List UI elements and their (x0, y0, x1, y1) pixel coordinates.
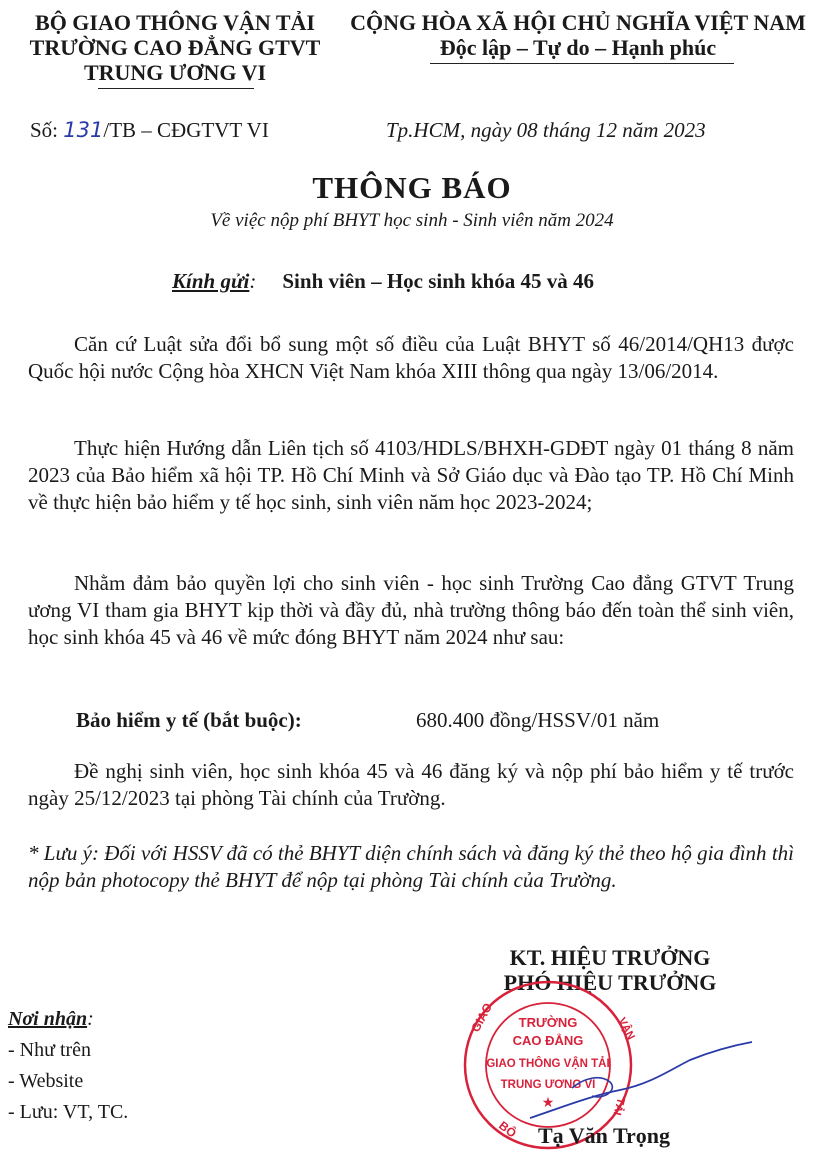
paragraph-purpose: Nhằm đảm bảo quyền lợi cho sinh viên - học sinh Trường Cao đẳng GTVT Trung ương VI tham gia BHYT kịp thời và đầy đủ, nhà trường thông báo đến toàn thể sinh viên, học sinh khóa 45 và 46 về mức đóng BHYT năm 2024 như sau: (28, 571, 794, 649)
document-subtitle: Về việc nộp phí BHYT học sinh - Sinh viên năm 2024 (210, 210, 614, 231)
recipient-line: Kính gửi: Sinh viên – Học sinh khóa 45 và 46 (172, 269, 594, 293)
stamp-outer-bottom: BỘ (496, 1118, 519, 1141)
signer-name: Tạ Văn Trọng (538, 1123, 671, 1148)
recipients-block (8, 1004, 128, 1128)
recipient-item: - Lưu: VT, TC. (8, 1101, 129, 1123)
stamp-line4: TRUNG ƯƠNG VI (500, 1079, 596, 1091)
paragraph-legal-basis: Căn cứ Luật sửa đổi bổ sung một số điều của Luật BHYT số 46/2014/QH13 được Quốc hội nước Cộng hòa XHCN Việt Nam khóa XIII thông qua ngày 13/06/2014. (28, 332, 794, 383)
recipient-value: Sinh viên – Học sinh khóa 45 và 46 (282, 269, 594, 293)
recipient-item: - Website (8, 1070, 84, 1092)
motto: Độc lập – Tự do – Hạnh phúc (439, 35, 717, 60)
national-motto (336, 10, 820, 60)
agency-header (20, 10, 330, 85)
ministry-name: BỘ GIAO THÔNG VẬN TẢI (35, 10, 315, 35)
paragraph-guidance: Thực hiện Hướng dẫn Liên tịch số 4103/HDLS/BHXH-GDĐT ngày 01 tháng 8 năm 2023 của Bảo hiểm xã hội TP. Hồ Chí Minh và Sở Giáo dục và Đào tạo TP. Hồ Chí Minh về thực hiện bảo hiểm y tế học sinh, sinh viên năm học 2023-2024; (28, 436, 794, 514)
signature-title: KT. HIỆU TRƯỞNG PHÓ HIỆU TRƯỞNG (503, 945, 717, 995)
handwritten-signature (520, 1030, 760, 1130)
recipients-heading: Nơi nhận: (8, 1008, 94, 1030)
place-date: Tp.HCM, ngày 08 tháng 12 năm 2023 (386, 118, 706, 142)
recipient-label: Kính gửi (172, 269, 250, 293)
agency-header-underline (98, 88, 254, 89)
stamp-outer-top: GIAO (468, 1000, 496, 1035)
paragraph-request: Đề nghị sinh viên, học sinh khóa 45 và 46 đăng ký và nộp phí bảo hiểm y tế trước ngày 25/12/2023 tại phòng Tài chính của Trường. (28, 759, 794, 810)
fee-value: 680.400 đồng/HSSV/01 năm (416, 708, 660, 732)
handwritten-number: 131 (63, 118, 104, 142)
stamp-line2: CAO ĐẲNG (512, 1033, 584, 1048)
recipient-item: - Như trên (8, 1039, 92, 1061)
stamp-outer-right1: VẬN (615, 1015, 637, 1042)
stamp-line1: TRƯỜNG (518, 1015, 578, 1030)
school-name-line2: TRUNG ƯƠNG VI (83, 60, 267, 85)
document-number: Số: 131/TB – CĐGTVT VI (30, 118, 269, 142)
country-name: CỘNG HÒA XÃ HỘI CHỦ NGHĨA VIỆT NAM (350, 10, 806, 35)
document-title: THÔNG BÁO (312, 170, 512, 205)
note-paragraph: * Lưu ý: Đối với HSSV đã có thẻ BHYT diện chính sách và đăng ký thẻ theo hộ gia đình thì nộp bản photocopy thẻ BHYT để nộp tại phòng Tài chính của Trường. (28, 841, 794, 892)
stamp-line3: GIAO THÔNG VẬN TẢI (486, 1058, 610, 1070)
stamp-outer-right2: TẢI (610, 1096, 627, 1117)
school-name: TRƯỜNG CAO ĐẲNG GTVT (29, 35, 321, 60)
motto-underline (430, 63, 734, 64)
fee-label: Bảo hiểm y tế (bắt buộc): (76, 708, 302, 732)
svg-text:★: ★ (541, 1095, 555, 1111)
